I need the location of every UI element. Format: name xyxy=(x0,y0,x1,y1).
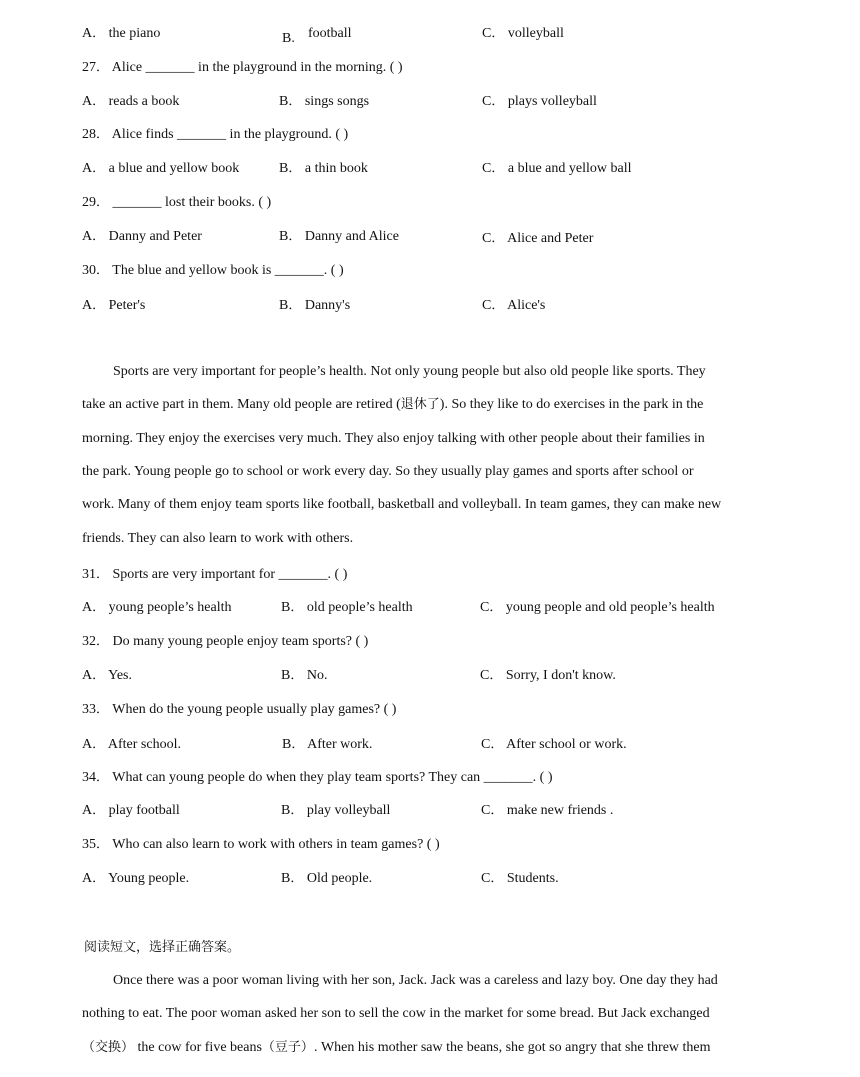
question-text: 30． The blue and yellow book is _______. ( ) xyxy=(82,263,344,278)
passage-line: nothing to eat. The poor woman asked her son to sell the cow in the market for some bread. But Jack exchanged xyxy=(82,1006,710,1021)
answer-option: C． Sorry, I don't know. xyxy=(480,668,616,683)
passage-line: morning. They enjoy the exercises very much. They also enjoy talking with other people about their families in xyxy=(82,431,705,446)
answer-option: B． After work. xyxy=(282,737,373,752)
question-text: 31． Sports are very important for _______. ( ) xyxy=(82,567,348,582)
question-text: 28． Alice finds _______ in the playground. ( ) xyxy=(82,127,349,142)
answer-option: C． Alice and Peter xyxy=(482,231,594,246)
answer-option: A． a blue and yellow book xyxy=(82,161,240,176)
answer-option: C． After school or work. xyxy=(481,737,627,752)
answer-option: A． reads a book xyxy=(82,94,180,109)
answer-option: A． After school. xyxy=(82,737,181,752)
question-text: 35． Who can also learn to work with others in team games? ( ) xyxy=(82,837,440,852)
question-text: 34． What can young people do when they play team sports? They can _______. ( ) xyxy=(82,770,553,785)
passage-line: （交换） the cow for five beans（豆子）. When his mother saw the beans, she got so angry that she threw them xyxy=(82,1040,711,1055)
answer-option: B． Danny and Alice xyxy=(279,229,399,244)
question-text: 32． Do many young people enjoy team sports? ( ) xyxy=(82,634,369,649)
answer-option: C． plays volleyball xyxy=(482,94,597,109)
answer-option: B． Danny's xyxy=(279,298,351,313)
answer-option: C． volleyball xyxy=(482,26,564,41)
answer-option: C． Students. xyxy=(481,871,559,886)
answer-option: A． Young people. xyxy=(82,871,190,886)
passage-line: friends. They can also learn to work with others. xyxy=(82,531,354,546)
answer-option: B． a thin book xyxy=(279,161,368,176)
passage-line: the park. Young people go to school or work every day. So they usually play games and sports after school or xyxy=(82,464,694,479)
answer-option: B． play volleyball xyxy=(281,803,391,818)
answer-option: A． play football xyxy=(82,803,180,818)
answer-option: A． the piano xyxy=(82,26,161,41)
passage-line: take an active part in them. Many old people are retired (退休了). So they like to do exercises in the park in the xyxy=(82,397,704,412)
answer-option: A． young people’s health xyxy=(82,600,232,615)
answer-option: B． old people’s health xyxy=(281,600,413,615)
question-text: 33． When do the young people usually play games? ( ) xyxy=(82,702,397,717)
passage-line: Sports are very important for people’s health. Not only young people but also old people like sports. They xyxy=(113,364,706,379)
answer-option: B． Old people. xyxy=(281,871,373,886)
question-text: 27． Alice _______ in the playground in the morning. ( ) xyxy=(82,60,403,75)
answer-option: C． a blue and yellow ball xyxy=(482,161,632,176)
answer-option: A． Peter's xyxy=(82,298,146,313)
answer-option: football xyxy=(308,26,352,41)
answer-option: A． Danny and Peter xyxy=(82,229,202,244)
answer-option: A． Yes. xyxy=(82,668,132,683)
answer-option: C． make new friends . xyxy=(481,803,614,818)
answer-option: C． young people and old people’s health xyxy=(480,600,715,615)
answer-option: B． sings songs xyxy=(279,94,370,109)
answer-option: C． Alice's xyxy=(482,298,546,313)
answer-option: B． No. xyxy=(281,668,328,683)
passage-line: work. Many of them enjoy team sports like football, basketball and volleyball. In team games, they can make new xyxy=(82,497,722,512)
section-instruction: 阅读短文，选择正确答案。 xyxy=(84,940,241,955)
passage-line: Once there was a poor woman living with her son, Jack. Jack was a careless and lazy boy. One day they had xyxy=(113,973,718,988)
answer-option: B. xyxy=(282,31,295,46)
question-text: 29． _______ lost their books. ( ) xyxy=(82,195,272,210)
